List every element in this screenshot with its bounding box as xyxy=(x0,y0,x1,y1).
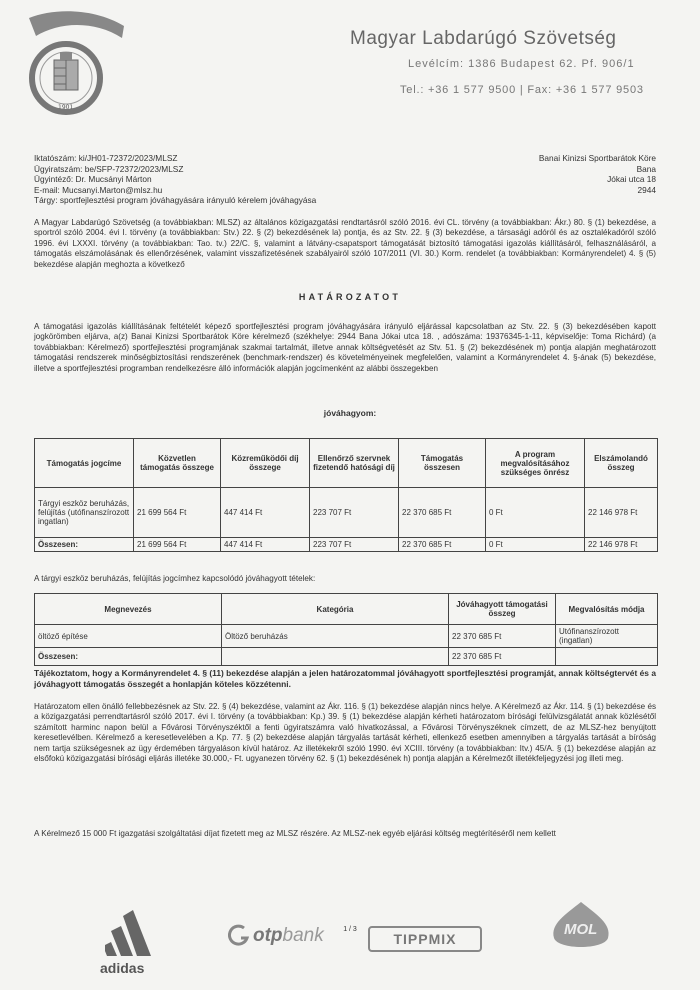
publication-notice: Tájékoztatom, hogy a Kormányrendelet 4. § (11) bekezdése alapján a jelen határozatommal jóváhagyott sportfejlesztési programját, annak költségtervét és a jóváhagyott támogatás összegét a honlapján köteles közzétenni. xyxy=(34,668,656,689)
table-total-row xyxy=(35,538,658,552)
table-header-cell: Közreműködői díj összege xyxy=(221,439,310,488)
table-cell: 22 370 685 Ft xyxy=(399,538,486,552)
table-cell: 0 Ft xyxy=(486,538,585,552)
table-cell: 447 414 Ft xyxy=(221,488,310,538)
table-header-cell: Támogatás összesen xyxy=(399,439,486,488)
sponsor-otp xyxy=(253,925,324,947)
table-cell: 21 699 564 Ft xyxy=(134,538,221,552)
meta-ugyintezo: Ügyintéző: Dr. Mucsányi Márton xyxy=(34,174,152,185)
table-cell: 447 414 Ft xyxy=(221,538,310,552)
org-name: Magyar Labdarúgó Szövetség xyxy=(350,28,617,49)
items-label: A tárgyi eszköz beruházás, felújítás jogcímhez kapcsolódó jóváhagyott tételek: xyxy=(34,574,316,583)
page-number: 1 / 3 xyxy=(343,926,357,933)
table-header-cell: Ellenőrző szervnek fizetendő hatósági díj xyxy=(310,439,399,488)
table-cell: 22 146 978 Ft xyxy=(585,538,658,552)
table-total-row xyxy=(35,648,658,666)
table-header-cell: Elszámolandó összeg xyxy=(585,439,658,488)
table-cell: Összesen: xyxy=(35,648,222,666)
table-cell: Öltöző beruházás xyxy=(222,625,449,648)
decision-title: HATÁROZATOT xyxy=(298,292,402,302)
table-cell: Utófinanszírozott (ingatlan) xyxy=(556,625,658,648)
approve-heading: jóváhagyom: xyxy=(323,408,377,418)
logo-year: 1901 xyxy=(58,104,74,111)
table-cell: 22 370 685 Ft xyxy=(399,488,486,538)
fee-paragraph: A Kérelmező 15 000 Ft igazgatási szolgáltatási díjat fizetett meg az MLSZ részére. Az MLSZ-nek egyéb eljárási költség megtérítéséről nem kellett xyxy=(34,829,556,838)
org-address: Levélcím: 1386 Budapest 62. Pf. 906/1 xyxy=(408,58,635,70)
table-cell: 22 370 685 Ft xyxy=(449,625,556,648)
table-cell: 223 707 Ft xyxy=(310,538,399,552)
sponsor-adidas: adidas xyxy=(100,960,145,976)
decision-paragraph: A támogatási igazolás kiállításának feltételét képező sportfejlesztési program jóváhagyására irányuló eljárással kapcsolatban az Stv. 22. § (3) bekezdésében kapott jogkörömben eljárva, a(z) Banai Kinizsi Sportbarátok Köre kérelmező (székhelye: 2944 Bana Jókai utca 18. , adószáma: 19376345-1-11, képviselője: Toma Richárd) (a továbbiakban: Kérelmező) sportfejlesztési programjának szakmai tartalmát, illetve annak költségvetését az Stv. 51. § (2) bekezdésének m) pontja alapján meghatározott támogatási rendszerek minőségbiztosítási rendszerének (benchmark-rendszer) és követelményeinek megfelelően, valamint a Kormányrendelet 4. §-ának (5) bekezdése, illetve a sportfejlesztési programban rendelkezésre álló információk alapján jogcímenként az alábbi összegekben xyxy=(34,322,656,373)
table-header-cell: Jóváhagyott támogatási összeg xyxy=(449,594,556,625)
meta-targy: Tárgy: sportfejlesztési program jóváhagyására irányuló kérelem jóváhagyása xyxy=(34,195,317,206)
approval-table xyxy=(34,438,658,552)
table-header-cell: Kategória xyxy=(222,594,449,625)
table-header-cell: Közvetlen támogatás összege xyxy=(134,439,221,488)
meta-ugyiratszam: Ügyiratszám: be/SFP-72372/2023/MLSZ xyxy=(34,163,184,174)
table-row xyxy=(35,625,658,648)
table-cell xyxy=(556,648,658,666)
table-cell: 0 Ft xyxy=(486,488,585,538)
table-cell xyxy=(222,648,449,666)
recipient-name: Banai Kinizsi Sportbarátok Köre xyxy=(538,153,656,163)
table-header-cell: A program megvalósításához szükséges önrész xyxy=(486,439,585,488)
meta-iktatoszam: Iktatószám: ki/JH01-72372/2023/MLSZ xyxy=(34,153,178,163)
recipient-city: Bana xyxy=(636,163,656,174)
mlsz-crest-logo xyxy=(24,8,129,128)
table-cell: öltöző építése xyxy=(35,625,222,648)
table-cell: Tárgyi eszköz beruházás, felújítás (utófinanszírozott ingatlan) xyxy=(35,488,134,538)
appeal-paragraph: Határozatom ellen önálló fellebbezésnek az Stv. 22. § (4) bekezdése, valamint az Ákr. 116. § (1) bekezdése alapján nincs helye. A Kérelmező az Ákr. 114. § (1) bekezdése és a közigazgatási perrendtartásról szóló 2017. évi I. törvény (a továbbiakban: Kp.) 39. § (1) bekezdése alapján kérheti határozatom bírósági felülvizsgálatát annak közlésétől számított harminc napon belül a Fővárosi Törvényszéktől a fenti ügyiratszámra való hivatkozással, a Fővárosi Törvényszéknek címzett, de az MLSZ-hez benyújtott keresetlevélben. Kérelmező a keresetlevelében a Kp. 77. § (2) bekezdése alapján tárgyalás tartását kérheti, ellenkező esetben amennyiben a tárgyalás tartását a bíróság nem tartja szükségesnek az ügy érdemében tárgyaláson kívül határoz. Az illetékekről szóló 1990. évi XCIII. törvény (a továbbiakban: Itv.) 45/A. § (1) bekezdése alapján az elsőfokú közigazgatási bírósági eljárás illetéke 30.000,- Ft. ugyanezen törvény 62. § (1) bekezdésének h) pontja alapján a Kérelmezőt illetékfeljegyzési jog illeti meg. xyxy=(34,702,656,764)
recipient-street: Jókai utca 18 xyxy=(607,174,656,185)
sponsor-otp-bold: otp xyxy=(253,925,283,946)
table-header-cell: Megnevezés xyxy=(35,594,222,625)
document-meta xyxy=(34,153,316,206)
meta-email: E-mail: Mucsanyi.Marton@mlsz.hu xyxy=(34,184,163,195)
approved-items-table xyxy=(34,593,658,666)
table-cell: 21 699 564 Ft xyxy=(134,488,221,538)
table-cell: Összesen: xyxy=(35,538,134,552)
table-cell: 22 370 685 Ft xyxy=(449,648,556,666)
table-header-row xyxy=(35,439,658,488)
mol-drop-logo xyxy=(546,900,616,952)
recipient-zip: 2944 xyxy=(637,184,656,195)
table-row xyxy=(35,488,658,538)
table-header-row xyxy=(35,594,658,625)
otp-swirl-icon xyxy=(228,924,250,948)
sponsor-mol-text: MOL xyxy=(564,921,598,938)
intro-paragraph: A Magyar Labdarúgó Szövetség (a továbbiakban: MLSZ) az általános közigazgatási rendtartásról szóló 2016. évi CL. törvény (a továbbiakban: Ákr.) 80. § (1) bekezdése, a sportról szóló 2004. évi I. törvény (a továbbiakban: Stv.) 22. § (2) bekezdésének la) pontja, és az Stv. 22. § (3) bekezdése, a társasági adóról és az osztalékadóról szóló 1996. évi LXXXI. törvény (a továbbiakban: Tao. tv.) 22/C. §, valamint a látvány-csapatsport támogatását biztosító támogatási igazolás kiállításáról, felhasználásáról, a támogatás elszámolásának és ellenőrzésének, valamint visszafizetésének szabályairól szóló 107/2011 (VI. 30.) Korm. rendelet (a továbbiakban: Kormányrendelet) 4. § (5) bekezdése alapján meghozta a következő xyxy=(34,218,656,269)
table-header-cell: Támogatás jogcíme xyxy=(35,439,134,488)
org-contact: Tel.: +36 1 577 9500 | Fax: +36 1 577 9503 xyxy=(400,84,644,96)
recipient-address xyxy=(539,153,656,195)
table-cell: 223 707 Ft xyxy=(310,488,399,538)
table-cell: 22 146 978 Ft xyxy=(585,488,658,538)
table-header-cell: Megvalósítás módja xyxy=(556,594,658,625)
sponsor-otp-light: bank xyxy=(282,925,324,946)
sponsor-tippmix: TIPPMIX xyxy=(368,926,482,952)
adidas-stripes-icon xyxy=(105,904,155,956)
